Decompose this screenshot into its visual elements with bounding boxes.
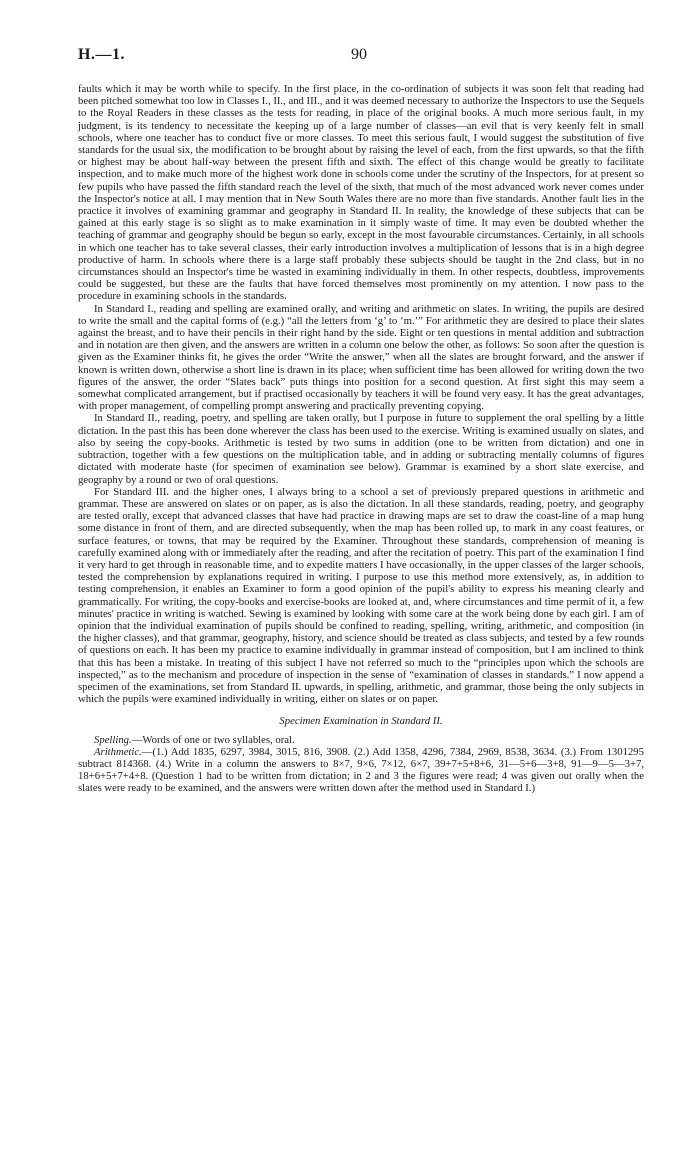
paragraph: In Standard II., reading, poetry, and spelling are taken orally, but I purpose in future to supplement the oral spelling by a little dictation. In the past this has been done wherever the class has been used to the exercise. Writing is examined usually on slates, and also by seeing the copy-books. Arithmetic is tested by two sums in addition (one to be written from dictation) and one in subtraction, together with a few questions on the multiplication table, and in adding or subtracting mentally columns of figures dictated with moderate haste (for specimen of examination see below). Grammar is examined by a short slate exercise, and geography by a round or two of oral questions. — [78, 412, 644, 486]
paragraph: faults which it may be worth while to specify. In the first place, in the co-ordination of subjects it was soon felt that reading had been pitched somewhat too low in Classes I., II., and III., and it was deemed necessary to authorize the Inspectors to use the Sequels to the Royal Readers in these classes as the tests for reading, in place of the original books. A much more serious fault, in my judgment, is its tendency to necessitate the keeping up of a large number of classes—an evil that is very keenly felt in small schools, where one teacher has to conduct five or more classes. To meet this serious fault, I would suggest the substitution of five standards for the usual six, the modification to be brought about by raising the level of each, from the first upwards, so that the fifth or highest may be about half-way between the present fifth and sixth. The effect of this change would be greatly to facilitate inspection, and to make much more of the highest work done in schools come under the scrutiny of the Inspectors, for at present so few pupils who have passed the fifth standard reach the level of the sixth, that much of the most advanced work never comes under the Inspector's notice at all. I may mention that in New South Wales there are no more than five standards. Another fault lies in the practice it involves of examining grammar and geography in Standard II. In reality, the knowledge of these subjects that can be gained at this early stage is so slight as to make examination in it simply waste of time. It may even be doubted whether the teaching of grammar and geography should be begun so early, except in the most favourable circumstances. Certainly, in all schools in which one teacher has to take several classes, their early introduction involves a multiplication of lessons that is in a high degree productive of harm. In schools where there is a large staff probably these subjects should be taught in the 2nd class, but in no circumstances should an Inspector's time be wasted in examining individually in them. In other respects, doubtless, improvements could be suggested, but these are the faults that have forced themselves most prominently on my attention. I now pass to the procedure in examining schools in the standards. — [78, 83, 644, 303]
document-reference: H.—1. — [78, 46, 125, 63]
section-heading: Specimen Examination in Standard II. — [279, 715, 443, 728]
spelling-text: —Words of one or two syllables, oral. — [131, 733, 295, 746]
arithmetic-text: —(1.) Add 1835, 6297, 3984, 3015, 816, 3908. (2.) Add 1358, 4296, 7384, 2969, 8538, 3634. (3.) From 1301295 subtract 814368. (4.) Write in a column the answers to 8×7, 9×6, 7×12, 6×7, 39+7+5+8+6, 31—5+6—3+8, 91—9—5—3+7, 18+6+5+7+4+8. (Question 1 had to be written from dictation; in 2 and 3 the figures were read; 4 was given out orally when the slates were ready to be examined, and the answers were written down after the method used in Standard I.) — [78, 745, 644, 795]
specimen-spelling — [78, 734, 644, 746]
paragraph: In Standard I., reading and spelling are examined orally, and writing and arithmetic on slates. In writing, the pupils are desired to write the small and the capital forms of (e.g.) “all the letters from ‘g’ to ‘m.’” For arithmetic they are desired to place their slates against the breast, and to have their pencils in their right hand by the side. Eight or ten questions in mental addition and subtraction and in notation are then given, and the answers are written in a column one below the other, as follows: So soon after the question is given as the Examiner thinks fit, he gives the order “Write the answer,” when all the slates are brought forward, and the answer if known is written down, otherwise a short line is drawn in its place; when sufficient time has been allowed for writing down the two figures of the answer, the order “Slates back” puts things into position for a second question. At first sight this may seem a somewhat complicated arrangement, but if practised occasionally by teachers it will be found very easy. It has the great advantages, with proper management, of compelling prompt answering and practically preventing copying. — [78, 302, 644, 413]
arithmetic-label: Arithmetic. — [94, 745, 142, 758]
spelling-label: Spelling. — [94, 733, 132, 746]
body-text — [78, 83, 644, 795]
specimen-arithmetic — [78, 746, 644, 795]
paragraph: For Standard III. and the higher ones, I always bring to a school a set of previously prepared questions in arithmetic and grammar. These are answered on slates or on paper, as is also the dictation. In all these standards, reading, poetry, and geography are tested orally, except that advanced classes that have had practice in drawing maps are set to draw the coast-line of a map hung some distance in front of them, and are directed subsequently, when the map has been rolled up, to mark in any coast features, or surface features, or towns, that may be required by the Examiner. Throughout these standards, comprehension of meaning is carefully examined along with or immediately after the reading, and after the recitation of poetry. This part of the examination I find it very hard to get through in reasonable time, and to expedite matters I have occasionally, in the upper classes of the larger schools, tested the comprehension by explanations required in writing. I purpose to use this method more extensively, as, in addition to testing comprehension, it enables an Examiner to form a good opinion of the pupil's ability to express his meaning clearly and grammatically. For writing, the copy-books and exercise-books are looked at, and, where circumstances and time permit of it, a few minutes' practice in writing is watched. Sewing is examined by looking with some care at the work being done by each girl. I am of opinion that the individual examination of pupils should be confined to reading, spelling, writing, arithmetic, and composition (in the higher classes), and that grammar, geography, history, and science should be treated as class subjects, and tested by a few rounds of questions on each. It has been my practice to examine individually in grammar instead of composition, but I am inclined to think that this has been a mistake. In treating of this subject I have not referred so much to the “principles upon which the schools are inspected,” as to the mechanism and procedure of inspection in the sense of “examination of classes in standards.” I now append a specimen of the examinations, set from Standard II. upwards, in spelling, arithmetic, and grammar, those being the only subjects in which the pupils were examined individually in writing, either on slates or on paper. — [78, 485, 644, 706]
page-number: 90 — [351, 46, 367, 63]
running-header — [78, 46, 640, 68]
